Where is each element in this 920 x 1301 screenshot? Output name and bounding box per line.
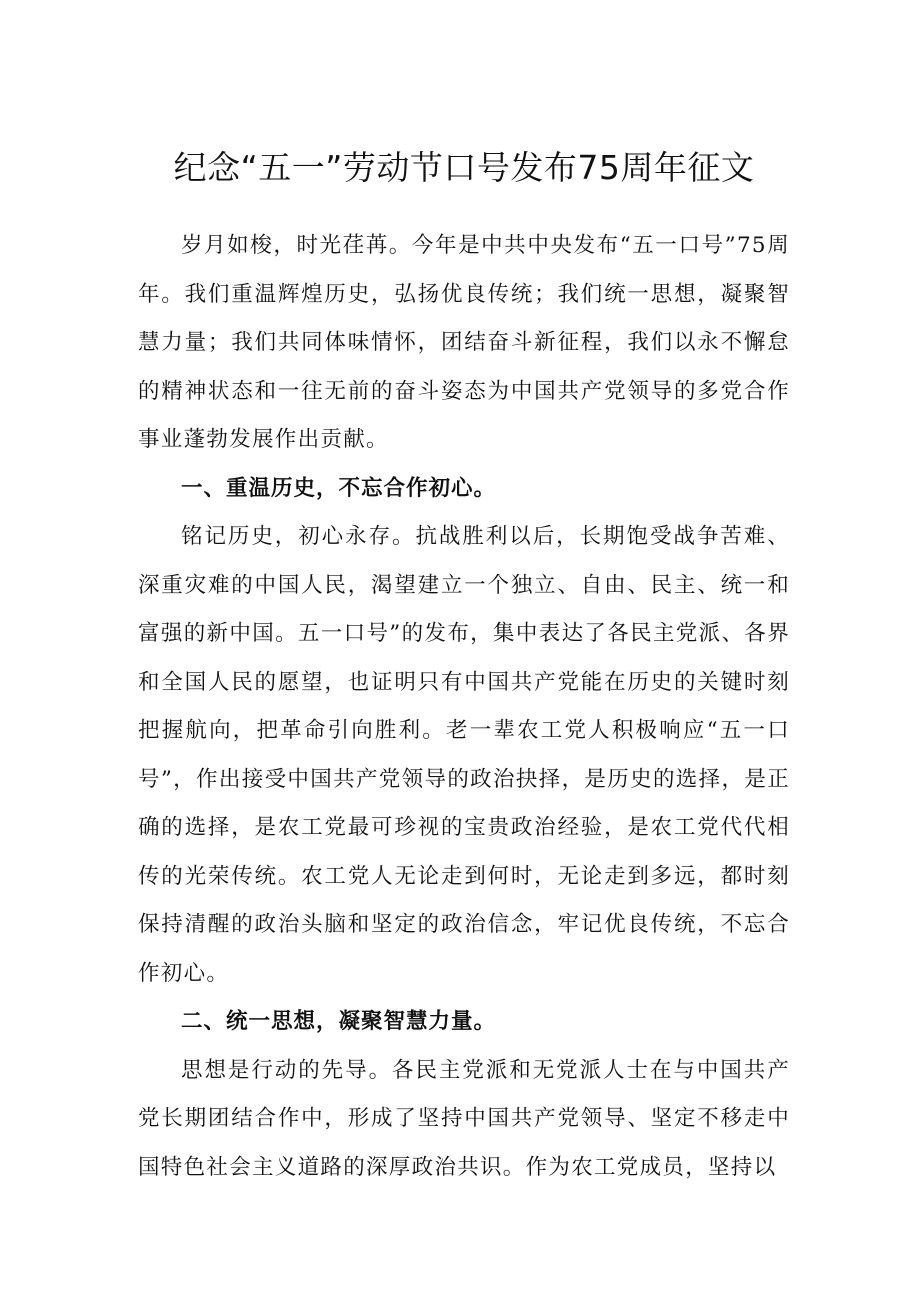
document-title: 纪念“五一”劳动节口号发布75周年征文 <box>173 148 755 187</box>
section-2-heading: 二、统一思想，凝聚智慧力量。 <box>181 1009 497 1034</box>
section-1-heading: 一、重温历史，不忘合作初心。 <box>181 475 497 501</box>
intro-paragraph: 岁月如梭，时光荏苒。今年是中共中央发布“五一口号”75周年。我们重温辉煌历史，弘扬优良传统；我们统一思想，凝聚智慧力量；我们共同体味情怀，团结奋斗新征程，我们以永不懈怠的精神状态和一往无前的奋斗姿态为中国共产党领导的多党合作事业蓬勃发展作出贡献。 <box>138 233 790 452</box>
section-1-paragraph: 铭记历史，初心永存。抗战胜利以后，长期饱受战争苦难、深重灾难的中国人民，渴望建立一个独立、自由、民主、统一和富强的新中国。五一口号”的发布，集中表达了各民主党派、各界和全国人民的愿望，也证明只有中国共产党能在历史的关键时刻把握航向，把革命引向胜利。老一辈农工党人积极响应“五一口号”，作出接受中国共产党领导的政治抉择，是历史的选择，是正确的选择，是农工党最可珍视的宝贵政治经验，是农工党代代相传的光荣传统。农工党人无论走到何时，无论走到多远，都时刻保持清醒的政治头脑和坚定的政治信念，牢记优良传统，不忘合作初心。 <box>138 524 790 986</box>
section-2-paragraph: 思想是行动的先导。各民主党派和无党派人士在与中国共产党长期团结合作中，形成了坚持中国共产党领导、坚定不移走中国特色社会主义道路的深厚政治共识。作为农工党成员，坚持以 <box>138 1057 790 1180</box>
document-body <box>138 222 790 1192</box>
